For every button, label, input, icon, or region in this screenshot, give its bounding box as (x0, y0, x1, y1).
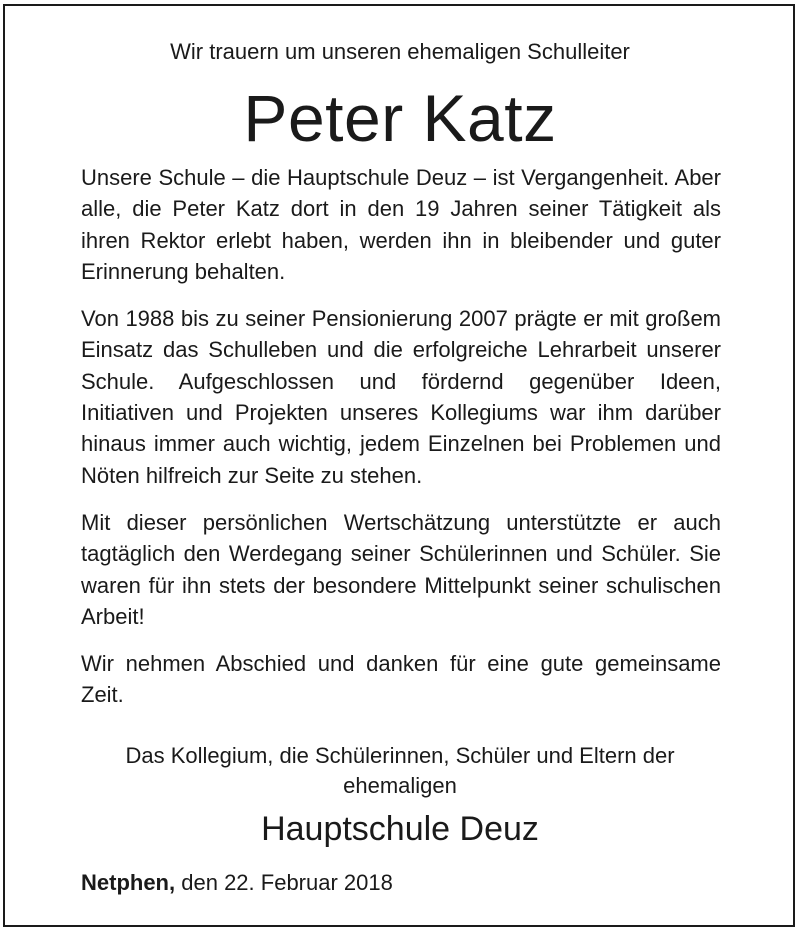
paragraph-3: Mit dieser persönlichen Wertschätzung unterstützte er auch tagtäglich den Werdegang seiner Schülerinnen und Schüler. Sie waren für ihn stets der besondere Mittelpunkt seiner schulischen Arbeit! (81, 509, 721, 629)
deceased-name: Peter Katz (243, 81, 557, 155)
paragraph-1: Unsere Schule – die Hauptschule Deuz – ist Vergangenheit. Aber alle, die Peter Katz dort in den 19 Jahren seiner Tätigkeit als ihren Rektor erlebt haben, werden ihn in bleibender und guter Erinnerung behalten. (81, 165, 721, 284)
obituary-body (81, 162, 721, 727)
dateline (81, 867, 393, 899)
paragraph-2: Von 1988 bis zu seiner Pensionierung 2007 prägte er mit großem Einsatz das Schulleben und die erfolgreiche Lehrarbeit unserer Schule. Aufgeschlossen und fördernd gegenüber Ideen, Initiativen und Projekten unseres Kollegiums war ihm darüber hinaus immer auch wichtig, jedem Einzelnen bei Problemen und Nöten hilfreich zur Seite zu stehen. (81, 306, 721, 488)
school-name: Hauptschule Deuz (261, 810, 539, 848)
intro-line: Wir trauern um unseren ehemaligen Schulleiter (170, 39, 630, 64)
dateline-place: Netphen, (81, 870, 176, 895)
dateline-date: den 22. Februar 2018 (181, 870, 393, 895)
closing-signature (0, 741, 800, 801)
closing-line-1: Das Kollegium, die Schülerinnen, Schüler und Eltern der (125, 743, 675, 768)
closing-line-2: ehemaligen (343, 773, 457, 798)
paragraph-4: Wir nehmen Abschied und danken für eine gute gemeinsame Zeit. (81, 651, 721, 708)
